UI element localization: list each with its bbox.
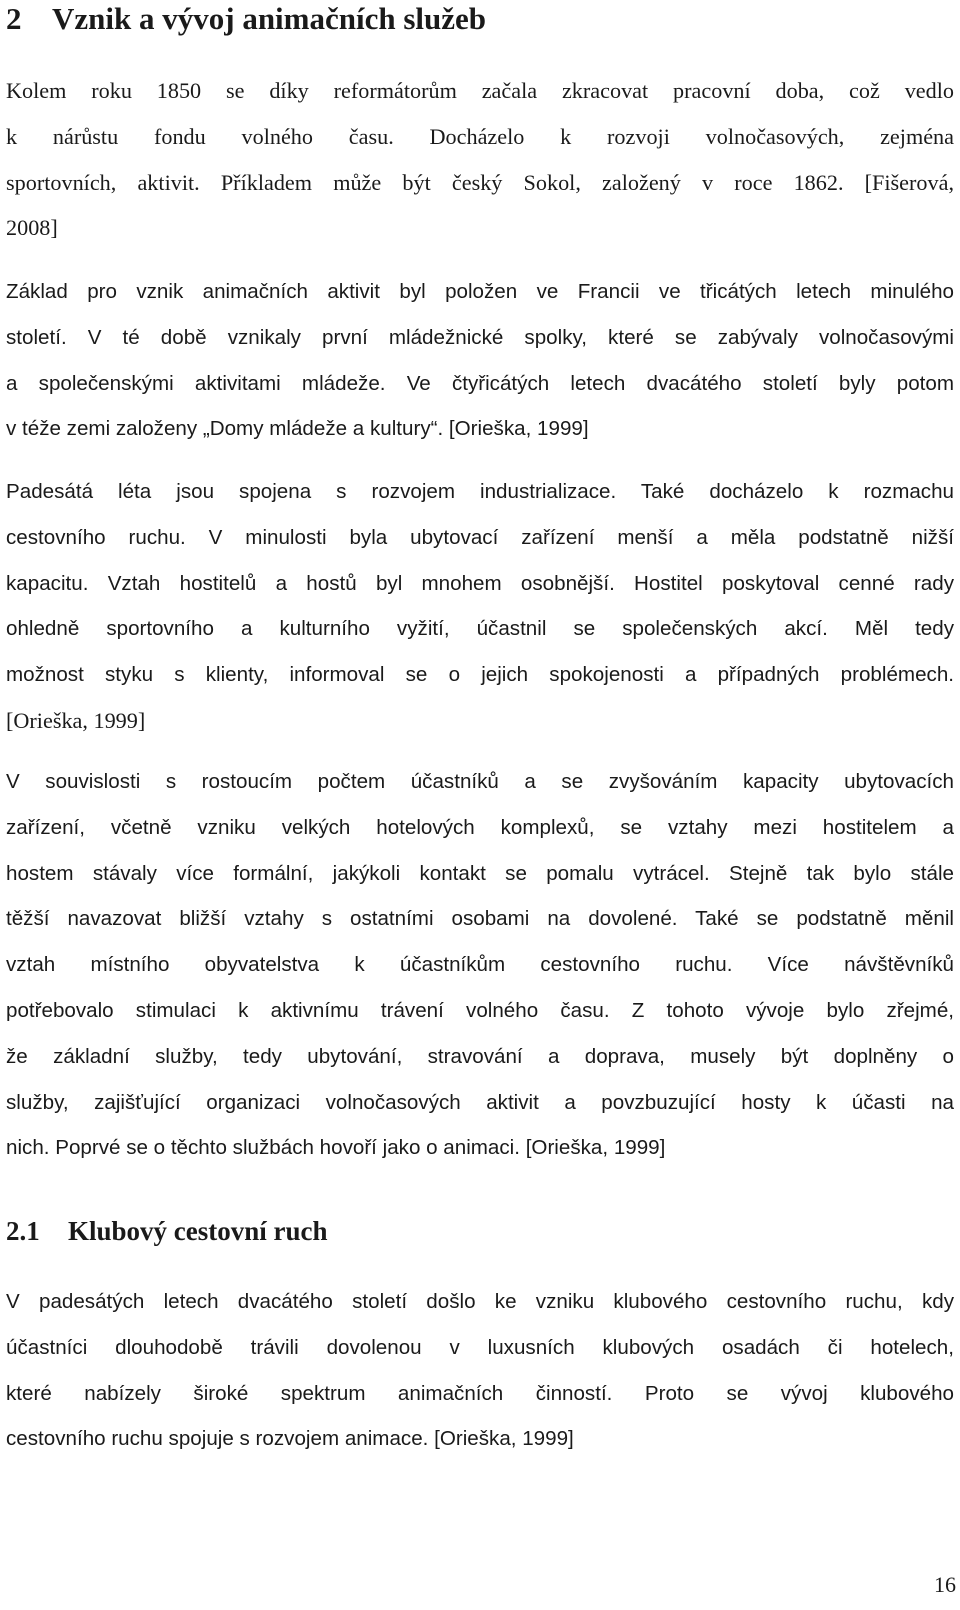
text-line: možnost styku s klienty, informoval se o jejich spokojenosti a případných problémech.: [6, 663, 954, 687]
text-line: ohledně sportovního a kulturního vyžití, účastnil se společenských akcí. Měl tedy: [6, 617, 954, 641]
text-line: které nabízely široké spektrum animačních činností. Proto se vývoj klubového: [6, 1381, 954, 1405]
text-line: účastníci dlouhodobě trávili dovolenou v luxusních klubových osadách či hotelech,: [6, 1335, 954, 1359]
text-line: potřebovalo stimulaci k aktivnímu trávení volného času. Z tohoto vývoje bylo zřejmé,: [6, 998, 954, 1022]
text-line: služby, zajišťující organizaci volnočasových aktivit a povzbuzující hosty k účasti na: [6, 1090, 954, 1114]
text-line: V souvislosti s rostoucím počtem účastníků a se zvyšováním kapacity ubytovacích: [6, 770, 954, 793]
text-line: století. V té době vznikaly první mládežnické spolky, které se zabývaly volnočasovými: [6, 325, 954, 349]
text-line: kapacitu. Vztah hostitelů a hostů byl mnohem osobnější. Hostitel poskytoval cenné rady: [6, 571, 954, 595]
text-line: že základní služby, tedy ubytování, stravování a doprava, musely být doplněny o: [6, 1044, 954, 1068]
text-line: Základ pro vznik animačních aktivit byl položen ve Francii ve třicátých letech minulého: [6, 280, 954, 303]
section-number: 2: [6, 1, 22, 36]
text-line: cestovního ruchu spojuje s rozvojem animace. [Orieška, 1999]: [6, 1427, 574, 1451]
page-number: 16: [934, 1572, 956, 1597]
text-line: V padesátých letech dvacátého století došlo ke vzniku klubového cestovního ruchu, kdy: [6, 1290, 954, 1313]
paragraph: [6, 269, 954, 452]
text-line: cestovního ruchu. V minulosti byla ubytovací zařízení menší a měla podstatně nižší: [6, 525, 954, 549]
section-title: Vznik a vývoj animačních služeb: [52, 1, 487, 36]
subsection-number: 2.1: [6, 1216, 40, 1246]
text-line: zařízení, včetně vzniku velkých hotelových komplexů, se vztahy mezi hostitelem a: [6, 815, 954, 839]
text-line: vztah místního obyvatelstva k účastníkům cestovního ruchu. Více návštěvníků: [6, 953, 954, 977]
paragraph: [6, 68, 954, 251]
text-line: a společenskými aktivitami mládeže. Ve čtyřicátých letech dvacátého století byly potom: [6, 371, 954, 395]
text-line: [Orieška, 1999]: [6, 707, 146, 733]
paragraph: [6, 759, 954, 1171]
text-line: těžší navazovat bližší vztahy s ostatními osobami na dovolené. Také se podstatně měnil: [6, 907, 954, 931]
text-line: 2008]: [6, 215, 58, 241]
text-line: k nárůstu fondu volného času. Docházelo k rozvoji volnočasových, zejména: [6, 123, 954, 149]
text-line: Padesátá léta jsou spojena s rozvojem industrializace. Také docházelo k rozmachu: [6, 480, 954, 503]
subsection-title: Klubový cestovní ruch: [68, 1216, 328, 1246]
text-line: nich. Poprvé se o těchto službách hovoří jako o animaci. [Orieška, 1999]: [6, 1136, 666, 1160]
subsection-heading: [6, 1216, 328, 1246]
section-heading: [6, 2, 486, 36]
text-line: hostem stávaly více formální, jakýkoli kontakt se pomalu vytrácel. Stejně tak bylo stále: [6, 861, 954, 885]
text-line: v téže zemi založeny „Domy mládeže a kultury“. [Orieška, 1999]: [6, 417, 589, 441]
paragraph: [6, 469, 954, 744]
text-line: Kolem roku 1850 se díky reformátorům začala zkracovat pracovní doba, což vedlo: [6, 78, 954, 103]
paragraph: [6, 1279, 954, 1462]
text-line: sportovních, aktivit. Příkladem může být český Sokol, založený v roce 1862. [Fišerová,: [6, 169, 954, 195]
